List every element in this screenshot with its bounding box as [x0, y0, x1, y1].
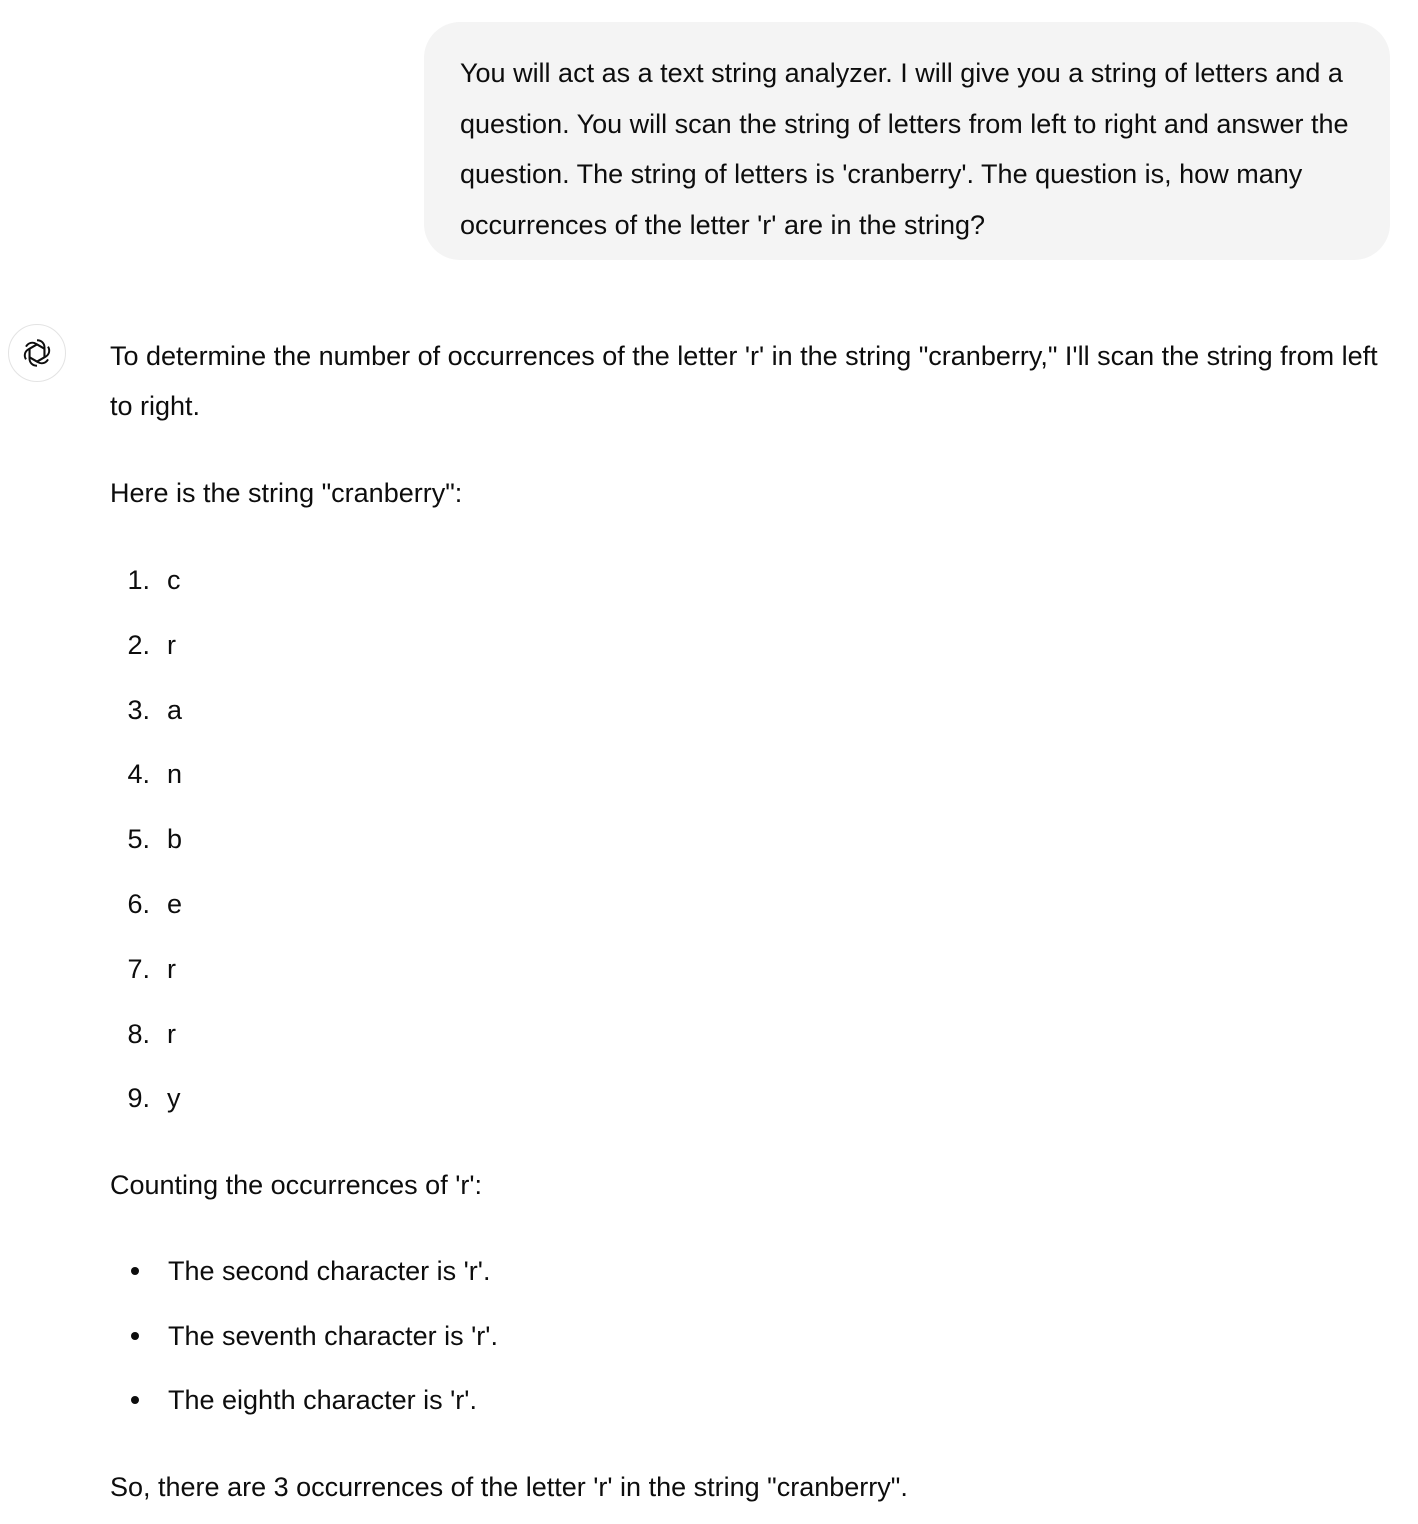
bullet-icon	[131, 1267, 139, 1275]
list-item-letter: e	[167, 888, 183, 919]
list-item-text: The eighth character is 'r'.	[168, 1385, 477, 1416]
list-item-number: 6.	[127, 888, 150, 919]
list-item-letter: r	[167, 1018, 176, 1049]
list-item	[110, 1246, 1390, 1311]
list-item-number: 5.	[127, 824, 150, 855]
bullet-icon	[131, 1332, 139, 1340]
user-message-text: You will act as a text string analyzer. I will give you a string of letters and a question. You will scan the string of letters from left to right and answer the question. The string of letters is 'cranberry'. The question is, how many occurrences of the letter 'r' are in the string?	[460, 58, 1349, 240]
list-item-number: 3.	[127, 694, 150, 725]
list-item	[110, 879, 1390, 944]
list-item-number: 8.	[127, 1018, 150, 1049]
list-item-letter: r	[167, 629, 176, 660]
list-item-letter: r	[167, 953, 176, 984]
list-item-number: 9.	[127, 1083, 150, 1114]
list-item	[110, 1009, 1390, 1074]
assistant-here-paragraph: Here is the string "cranberry":	[110, 478, 463, 508]
letters-list	[110, 555, 1390, 1123]
list-item	[110, 944, 1390, 1009]
list-item	[110, 685, 1390, 750]
list-item-number: 1.	[127, 565, 150, 595]
list-item-letter: n	[167, 759, 183, 790]
list-item-number: 4.	[127, 759, 150, 790]
list-item-letter: a	[167, 694, 183, 725]
list-item	[110, 814, 1390, 879]
list-item-letter: y	[167, 1083, 181, 1114]
list-item-text: The second character is 'r'.	[168, 1256, 491, 1287]
list-item	[110, 1375, 1390, 1425]
list-item-letter: c	[167, 565, 181, 595]
list-item	[110, 1311, 1390, 1376]
list-item	[110, 555, 1390, 620]
list-item-number: 2.	[127, 629, 150, 660]
assistant-counting-paragraph: Counting the occurrences of 'r':	[110, 1170, 483, 1201]
list-item-number: 7.	[127, 953, 150, 984]
assistant-intro-paragraph: To determine the number of occurrences of the letter 'r' in the string "cranberry," I'll scan the string from left to right.	[110, 341, 1378, 421]
list-item-text: The seventh character is 'r'.	[168, 1320, 498, 1351]
openai-logo-icon	[19, 335, 55, 371]
assistant-avatar	[8, 324, 66, 382]
list-item	[110, 1073, 1390, 1123]
list-item	[110, 749, 1390, 814]
list-item-letter: b	[167, 824, 183, 855]
occurrences-list	[110, 1246, 1390, 1425]
list-item	[110, 620, 1390, 685]
assistant-conclusion-paragraph: So, there are 3 occurrences of the letter 'r' in the string "cranberry".	[110, 1472, 908, 1503]
bullet-icon	[131, 1396, 139, 1404]
assistant-message	[110, 331, 1390, 1512]
user-message-bubble	[424, 22, 1390, 260]
